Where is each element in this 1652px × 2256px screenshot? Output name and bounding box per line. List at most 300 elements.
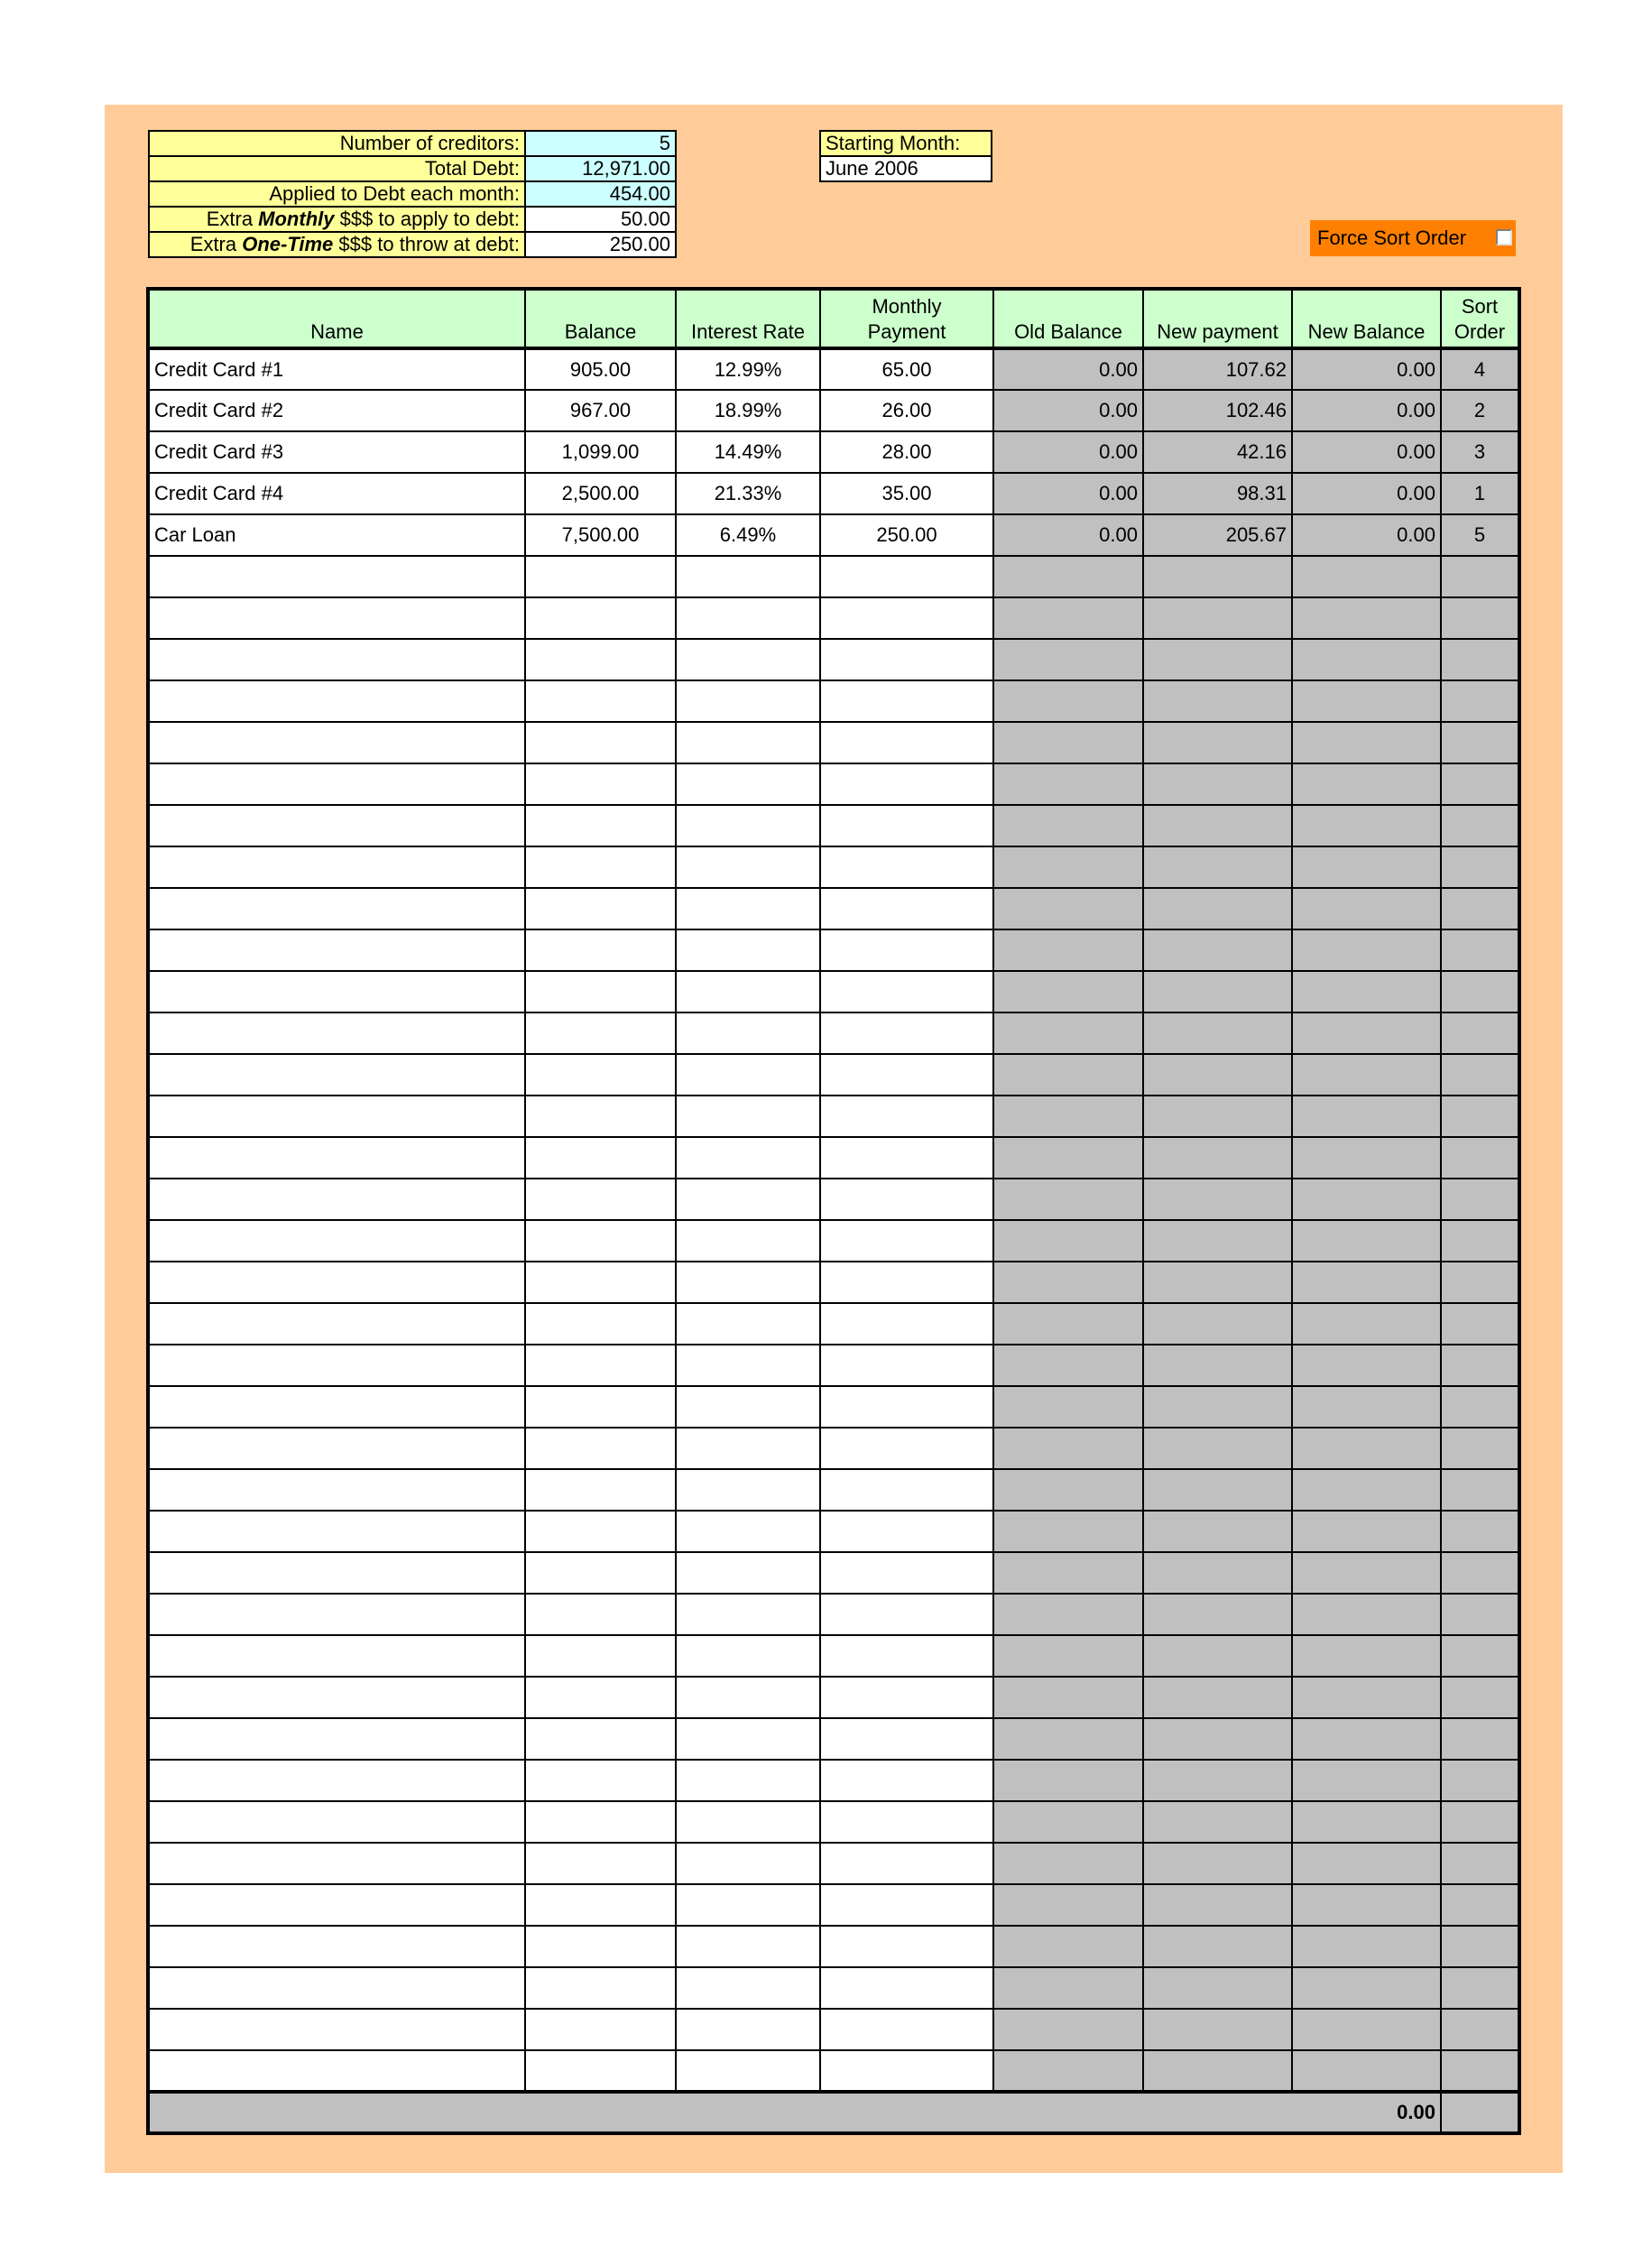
interest-rate-cell[interactable] bbox=[676, 888, 820, 929]
interest-rate-cell[interactable] bbox=[676, 763, 820, 805]
interest-rate-cell[interactable] bbox=[676, 1012, 820, 1054]
name-cell[interactable] bbox=[148, 2050, 525, 2092]
balance-cell[interactable] bbox=[525, 680, 676, 722]
sort-order-cell: 2 bbox=[1441, 390, 1519, 431]
monthly-payment-cell[interactable] bbox=[820, 1137, 993, 1179]
interest-rate-cell[interactable] bbox=[676, 1552, 820, 1594]
name-cell[interactable] bbox=[148, 1511, 525, 1552]
old-balance-cell bbox=[993, 597, 1143, 639]
name-cell[interactable] bbox=[148, 1137, 525, 1179]
balance-cell[interactable] bbox=[525, 929, 676, 971]
balance-cell[interactable] bbox=[525, 1303, 676, 1345]
new-balance-cell bbox=[1292, 1096, 1441, 1137]
creditors-label: Number of creditors: bbox=[149, 131, 525, 156]
table-row bbox=[148, 1635, 1519, 1677]
balance-cell[interactable] bbox=[525, 1594, 676, 1635]
table-row bbox=[148, 1428, 1519, 1469]
sort-order-cell bbox=[1441, 1137, 1519, 1179]
name-cell[interactable] bbox=[148, 1386, 525, 1428]
monthly-payment-cell[interactable] bbox=[820, 1054, 993, 1096]
name-cell[interactable]: Car Loan bbox=[148, 514, 525, 556]
extra-monthly-label bbox=[149, 207, 525, 232]
interest-rate-cell[interactable] bbox=[676, 1469, 820, 1511]
balance-cell[interactable] bbox=[525, 1511, 676, 1552]
balance-cell[interactable]: 967.00 bbox=[525, 390, 676, 431]
old-balance-cell bbox=[993, 1594, 1143, 1635]
new-payment-cell bbox=[1143, 1262, 1292, 1303]
old-balance-cell: 0.00 bbox=[993, 514, 1143, 556]
name-cell[interactable] bbox=[148, 1594, 525, 1635]
table-row bbox=[148, 971, 1519, 1012]
new-payment-cell bbox=[1143, 1718, 1292, 1760]
new-payment-cell bbox=[1143, 1220, 1292, 1262]
extra-onetime-label bbox=[149, 232, 525, 257]
name-cell[interactable] bbox=[148, 1096, 525, 1137]
name-cell[interactable] bbox=[148, 1967, 525, 2009]
sort-order-cell bbox=[1441, 1220, 1519, 1262]
monthly-payment-cell[interactable] bbox=[820, 763, 993, 805]
interest-rate-cell[interactable]: 18.99% bbox=[676, 390, 820, 431]
new-balance-cell: 0.00 bbox=[1292, 390, 1441, 431]
old-balance-cell bbox=[993, 2009, 1143, 2050]
balance-cell[interactable] bbox=[525, 1677, 676, 1718]
new-payment-cell bbox=[1143, 2050, 1292, 2092]
table-row bbox=[148, 1054, 1519, 1096]
balance-cell[interactable] bbox=[525, 1469, 676, 1511]
new-payment-cell bbox=[1143, 680, 1292, 722]
name-cell[interactable] bbox=[148, 846, 525, 888]
balance-cell[interactable] bbox=[525, 722, 676, 763]
interest-rate-cell[interactable] bbox=[676, 1386, 820, 1428]
force-sort-order-control[interactable] bbox=[1310, 220, 1516, 256]
monthly-payment-cell[interactable]: 35.00 bbox=[820, 473, 993, 514]
total-row bbox=[148, 2092, 1519, 2133]
name-cell[interactable] bbox=[148, 1469, 525, 1511]
monthly-payment-cell[interactable] bbox=[820, 1511, 993, 1552]
balance-cell[interactable] bbox=[525, 1718, 676, 1760]
interest-rate-cell[interactable] bbox=[676, 1345, 820, 1386]
name-cell[interactable] bbox=[148, 639, 525, 680]
table-row bbox=[148, 1511, 1519, 1552]
name-cell[interactable] bbox=[148, 1345, 525, 1386]
table-row bbox=[148, 846, 1519, 888]
new-payment-cell bbox=[1143, 1677, 1292, 1718]
interest-rate-cell[interactable] bbox=[676, 1926, 820, 1967]
header-sort-order bbox=[1441, 289, 1519, 348]
balance-cell[interactable] bbox=[525, 1262, 676, 1303]
monthly-payment-cell[interactable] bbox=[820, 597, 993, 639]
interest-rate-cell[interactable] bbox=[676, 1220, 820, 1262]
new-balance-cell bbox=[1292, 1552, 1441, 1594]
monthly-payment-cell[interactable] bbox=[820, 639, 993, 680]
table-row bbox=[148, 1677, 1519, 1718]
new-payment-cell bbox=[1143, 1469, 1292, 1511]
old-balance-cell bbox=[993, 1760, 1143, 1801]
interest-rate-cell[interactable] bbox=[676, 1677, 820, 1718]
name-cell[interactable] bbox=[148, 1677, 525, 1718]
balance-cell[interactable]: 2,500.00 bbox=[525, 473, 676, 514]
name-cell[interactable] bbox=[148, 929, 525, 971]
new-payment-cell bbox=[1143, 1594, 1292, 1635]
header-monthly-payment-line2: Payment bbox=[867, 320, 946, 343]
new-balance-cell bbox=[1292, 1635, 1441, 1677]
table-row bbox=[148, 1926, 1519, 1967]
sort-order-cell: 5 bbox=[1441, 514, 1519, 556]
new-balance-cell bbox=[1292, 1220, 1441, 1262]
sort-order-cell bbox=[1441, 1718, 1519, 1760]
sort-order-cell bbox=[1441, 1096, 1519, 1137]
balance-cell[interactable] bbox=[525, 1220, 676, 1262]
sort-order-cell bbox=[1441, 1054, 1519, 1096]
interest-rate-cell[interactable] bbox=[676, 1635, 820, 1677]
extra-monthly-value[interactable]: 50.00 bbox=[525, 207, 676, 232]
name-cell[interactable] bbox=[148, 1926, 525, 1967]
table-row bbox=[148, 2009, 1519, 2050]
interest-rate-cell[interactable] bbox=[676, 929, 820, 971]
name-cell[interactable] bbox=[148, 971, 525, 1012]
new-balance-cell bbox=[1292, 1262, 1441, 1303]
monthly-payment-cell[interactable] bbox=[820, 1303, 993, 1345]
interest-rate-cell[interactable]: 12.99% bbox=[676, 348, 820, 390]
balance-cell[interactable]: 905.00 bbox=[525, 348, 676, 390]
header-new-payment: New payment bbox=[1143, 289, 1292, 348]
header-sort-order-line1: Sort bbox=[1461, 295, 1499, 318]
sort-order-cell bbox=[1441, 888, 1519, 929]
table-row bbox=[148, 888, 1519, 929]
name-cell[interactable] bbox=[148, 1552, 525, 1594]
name-cell[interactable]: Credit Card #3 bbox=[148, 431, 525, 473]
table-row bbox=[148, 431, 1519, 473]
total-sort-cell bbox=[1441, 2092, 1519, 2133]
name-cell[interactable]: Credit Card #1 bbox=[148, 348, 525, 390]
sort-order-cell bbox=[1441, 1428, 1519, 1469]
name-cell[interactable] bbox=[148, 680, 525, 722]
sort-order-cell bbox=[1441, 1345, 1519, 1386]
interest-rate-cell[interactable] bbox=[676, 1137, 820, 1179]
monthly-payment-cell[interactable] bbox=[820, 1345, 993, 1386]
sort-order-cell: 1 bbox=[1441, 473, 1519, 514]
new-payment-cell bbox=[1143, 888, 1292, 929]
interest-rate-cell[interactable] bbox=[676, 1262, 820, 1303]
monthly-payment-cell[interactable] bbox=[820, 1220, 993, 1262]
interest-rate-cell[interactable] bbox=[676, 1054, 820, 1096]
balance-cell[interactable] bbox=[525, 597, 676, 639]
table-row bbox=[148, 1137, 1519, 1179]
balance-cell[interactable] bbox=[525, 1179, 676, 1220]
balance-cell[interactable] bbox=[525, 639, 676, 680]
monthly-payment-cell[interactable]: 28.00 bbox=[820, 431, 993, 473]
monthly-payment-cell[interactable] bbox=[820, 1884, 993, 1926]
new-balance-cell bbox=[1292, 1967, 1441, 2009]
monthly-payment-cell[interactable]: 26.00 bbox=[820, 390, 993, 431]
new-balance-cell bbox=[1292, 680, 1441, 722]
sort-order-cell bbox=[1441, 1884, 1519, 1926]
interest-rate-cell[interactable] bbox=[676, 1096, 820, 1137]
name-cell[interactable] bbox=[148, 888, 525, 929]
balance-cell[interactable] bbox=[525, 2050, 676, 2092]
balance-cell[interactable] bbox=[525, 1012, 676, 1054]
balance-cell[interactable] bbox=[525, 1884, 676, 1926]
monthly-payment-cell[interactable] bbox=[820, 888, 993, 929]
new-payment-cell bbox=[1143, 1054, 1292, 1096]
sort-order-cell bbox=[1441, 1552, 1519, 1594]
new-balance-cell bbox=[1292, 1054, 1441, 1096]
sort-order-cell bbox=[1441, 1760, 1519, 1801]
name-cell[interactable] bbox=[148, 2009, 525, 2050]
interest-rate-cell[interactable] bbox=[676, 1801, 820, 1843]
new-balance-cell bbox=[1292, 2050, 1441, 2092]
new-payment-cell bbox=[1143, 805, 1292, 846]
monthly-payment-cell[interactable] bbox=[820, 929, 993, 971]
new-payment-cell bbox=[1143, 1345, 1292, 1386]
name-cell[interactable] bbox=[148, 1801, 525, 1843]
name-cell[interactable] bbox=[148, 722, 525, 763]
worksheet bbox=[105, 105, 1563, 2173]
name-cell[interactable]: Credit Card #2 bbox=[148, 390, 525, 431]
name-cell[interactable]: Credit Card #4 bbox=[148, 473, 525, 514]
name-cell[interactable] bbox=[148, 763, 525, 805]
interest-rate-cell[interactable] bbox=[676, 1428, 820, 1469]
monthly-payment-cell[interactable] bbox=[820, 1469, 993, 1511]
table-row bbox=[148, 556, 1519, 597]
monthly-payment-cell[interactable]: 250.00 bbox=[820, 514, 993, 556]
header-sort-order-line2: Order bbox=[1454, 320, 1506, 343]
new-payment-cell bbox=[1143, 1760, 1292, 1801]
monthly-payment-cell[interactable] bbox=[820, 2009, 993, 2050]
name-cell[interactable] bbox=[148, 597, 525, 639]
interest-rate-cell[interactable] bbox=[676, 1594, 820, 1635]
monthly-payment-cell[interactable] bbox=[820, 722, 993, 763]
name-cell[interactable] bbox=[148, 1884, 525, 1926]
table-row bbox=[148, 597, 1519, 639]
interest-rate-cell[interactable] bbox=[676, 2009, 820, 2050]
new-payment-cell bbox=[1143, 971, 1292, 1012]
applied-label: Applied to Debt each month: bbox=[149, 181, 525, 207]
name-cell[interactable] bbox=[148, 556, 525, 597]
monthly-payment-cell[interactable] bbox=[820, 1760, 993, 1801]
table-row bbox=[148, 1303, 1519, 1345]
balance-cell[interactable] bbox=[525, 1552, 676, 1594]
interest-rate-cell[interactable]: 14.49% bbox=[676, 431, 820, 473]
new-balance-cell bbox=[1292, 556, 1441, 597]
balance-cell[interactable] bbox=[525, 1386, 676, 1428]
monthly-payment-cell[interactable]: 65.00 bbox=[820, 348, 993, 390]
old-balance-cell bbox=[993, 1967, 1143, 2009]
monthly-payment-cell[interactable] bbox=[820, 1801, 993, 1843]
new-payment-cell bbox=[1143, 929, 1292, 971]
balance-cell[interactable] bbox=[525, 1635, 676, 1677]
table-row bbox=[148, 1718, 1519, 1760]
applied-value[interactable]: 454.00 bbox=[525, 181, 676, 207]
sort-order-cell bbox=[1441, 971, 1519, 1012]
extra-onetime-value[interactable]: 250.00 bbox=[525, 232, 676, 257]
monthly-payment-cell[interactable] bbox=[820, 1594, 993, 1635]
monthly-payment-cell[interactable] bbox=[820, 1428, 993, 1469]
interest-rate-cell[interactable] bbox=[676, 1967, 820, 2009]
balance-cell[interactable] bbox=[525, 1967, 676, 2009]
monthly-payment-cell[interactable] bbox=[820, 1843, 993, 1884]
interest-rate-cell[interactable] bbox=[676, 597, 820, 639]
interest-rate-cell[interactable]: 6.49% bbox=[676, 514, 820, 556]
new-payment-cell bbox=[1143, 1801, 1292, 1843]
sort-order-cell bbox=[1441, 1262, 1519, 1303]
interest-rate-cell[interactable] bbox=[676, 722, 820, 763]
name-cell[interactable] bbox=[148, 1718, 525, 1760]
extra-monthly-post: $$$ to apply to debt: bbox=[334, 208, 520, 230]
name-cell[interactable] bbox=[148, 1054, 525, 1096]
sort-order-cell bbox=[1441, 1635, 1519, 1677]
new-balance-cell bbox=[1292, 846, 1441, 888]
balance-cell[interactable] bbox=[525, 1096, 676, 1137]
interest-rate-cell[interactable] bbox=[676, 1179, 820, 1220]
total-debt-value[interactable]: 12,971.00 bbox=[525, 156, 676, 181]
interest-rate-cell[interactable] bbox=[676, 846, 820, 888]
interest-rate-cell[interactable] bbox=[676, 971, 820, 1012]
interest-rate-cell[interactable] bbox=[676, 1303, 820, 1345]
monthly-payment-cell[interactable] bbox=[820, 1926, 993, 1967]
balance-cell[interactable]: 7,500.00 bbox=[525, 514, 676, 556]
old-balance-cell bbox=[993, 639, 1143, 680]
name-cell[interactable] bbox=[148, 805, 525, 846]
name-cell[interactable] bbox=[148, 1635, 525, 1677]
balance-cell[interactable] bbox=[525, 763, 676, 805]
balance-cell[interactable]: 1,099.00 bbox=[525, 431, 676, 473]
old-balance-cell bbox=[993, 763, 1143, 805]
monthly-payment-cell[interactable] bbox=[820, 1386, 993, 1428]
creditors-value[interactable]: 5 bbox=[525, 131, 676, 156]
name-cell[interactable] bbox=[148, 1262, 525, 1303]
table-row bbox=[148, 473, 1519, 514]
table-row bbox=[148, 1760, 1519, 1801]
name-cell[interactable] bbox=[148, 1303, 525, 1345]
monthly-payment-cell[interactable] bbox=[820, 1635, 993, 1677]
balance-cell[interactable] bbox=[525, 1760, 676, 1801]
interest-rate-cell[interactable] bbox=[676, 680, 820, 722]
new-balance-cell bbox=[1292, 888, 1441, 929]
table-row bbox=[148, 929, 1519, 971]
interest-rate-cell[interactable] bbox=[676, 805, 820, 846]
name-cell[interactable] bbox=[148, 1428, 525, 1469]
header-name: Name bbox=[148, 289, 525, 348]
monthly-payment-cell[interactable] bbox=[820, 680, 993, 722]
sort-order-cell bbox=[1441, 1926, 1519, 1967]
new-balance-cell: 0.00 bbox=[1292, 473, 1441, 514]
balance-cell[interactable] bbox=[525, 1801, 676, 1843]
name-cell[interactable] bbox=[148, 1843, 525, 1884]
interest-rate-cell[interactable] bbox=[676, 1760, 820, 1801]
interest-rate-cell[interactable] bbox=[676, 1843, 820, 1884]
monthly-payment-cell[interactable] bbox=[820, 1012, 993, 1054]
monthly-payment-cell[interactable] bbox=[820, 846, 993, 888]
table-row bbox=[148, 1220, 1519, 1262]
interest-rate-cell[interactable] bbox=[676, 1511, 820, 1552]
sort-order-cell bbox=[1441, 763, 1519, 805]
monthly-payment-cell[interactable] bbox=[820, 2050, 993, 2092]
monthly-payment-cell[interactable] bbox=[820, 1552, 993, 1594]
monthly-payment-cell[interactable] bbox=[820, 1677, 993, 1718]
balance-cell[interactable] bbox=[525, 805, 676, 846]
new-balance-cell bbox=[1292, 1843, 1441, 1884]
new-payment-cell: 42.16 bbox=[1143, 431, 1292, 473]
monthly-payment-cell[interactable] bbox=[820, 1967, 993, 2009]
monthly-payment-cell[interactable] bbox=[820, 971, 993, 1012]
balance-cell[interactable] bbox=[525, 971, 676, 1012]
sort-order-cell: 4 bbox=[1441, 348, 1519, 390]
monthly-payment-cell[interactable] bbox=[820, 1179, 993, 1220]
sort-order-cell bbox=[1441, 1511, 1519, 1552]
balance-cell[interactable] bbox=[525, 2009, 676, 2050]
balance-cell[interactable] bbox=[525, 1843, 676, 1884]
new-balance-cell bbox=[1292, 1677, 1441, 1718]
balance-cell[interactable] bbox=[525, 1345, 676, 1386]
sort-order-cell bbox=[1441, 846, 1519, 888]
old-balance-cell bbox=[993, 1386, 1143, 1428]
new-balance-cell bbox=[1292, 1511, 1441, 1552]
monthly-payment-cell[interactable] bbox=[820, 1718, 993, 1760]
new-payment-cell bbox=[1143, 2009, 1292, 2050]
old-balance-cell bbox=[993, 1137, 1143, 1179]
name-cell[interactable] bbox=[148, 1760, 525, 1801]
balance-cell[interactable] bbox=[525, 846, 676, 888]
interest-rate-cell[interactable]: 21.33% bbox=[676, 473, 820, 514]
new-payment-cell bbox=[1143, 1096, 1292, 1137]
balance-cell[interactable] bbox=[525, 1428, 676, 1469]
name-cell[interactable] bbox=[148, 1179, 525, 1220]
sort-order-cell bbox=[1441, 1967, 1519, 2009]
interest-rate-cell[interactable] bbox=[676, 1718, 820, 1760]
name-cell[interactable] bbox=[148, 1220, 525, 1262]
header-balance: Balance bbox=[525, 289, 676, 348]
force-sort-order-checkbox[interactable] bbox=[1496, 229, 1512, 245]
monthly-payment-cell[interactable] bbox=[820, 1096, 993, 1137]
balance-cell[interactable] bbox=[525, 888, 676, 929]
header-interest-rate: Interest Rate bbox=[676, 289, 820, 348]
monthly-payment-cell[interactable] bbox=[820, 1262, 993, 1303]
balance-cell[interactable] bbox=[525, 556, 676, 597]
monthly-payment-cell[interactable] bbox=[820, 556, 993, 597]
new-balance-cell bbox=[1292, 805, 1441, 846]
table-row bbox=[148, 722, 1519, 763]
header-old-balance: Old Balance bbox=[993, 289, 1143, 348]
debt-table bbox=[146, 287, 1521, 2135]
balance-cell[interactable] bbox=[525, 1926, 676, 1967]
interest-rate-cell[interactable] bbox=[676, 2050, 820, 2092]
interest-rate-cell[interactable] bbox=[676, 556, 820, 597]
new-payment-cell bbox=[1143, 639, 1292, 680]
sort-order-cell bbox=[1441, 639, 1519, 680]
new-payment-cell: 205.67 bbox=[1143, 514, 1292, 556]
sort-order-cell bbox=[1441, 1386, 1519, 1428]
sort-order-cell bbox=[1441, 1594, 1519, 1635]
new-payment-cell bbox=[1143, 1428, 1292, 1469]
new-balance-cell bbox=[1292, 1760, 1441, 1801]
new-payment-cell bbox=[1143, 1386, 1292, 1428]
new-balance-cell bbox=[1292, 1469, 1441, 1511]
table-row bbox=[148, 1386, 1519, 1428]
old-balance-cell bbox=[993, 722, 1143, 763]
monthly-payment-cell[interactable] bbox=[820, 805, 993, 846]
interest-rate-cell[interactable] bbox=[676, 1884, 820, 1926]
starting-month-value[interactable]: June 2006 bbox=[820, 156, 992, 181]
new-balance-cell bbox=[1292, 1926, 1441, 1967]
balance-cell[interactable] bbox=[525, 1054, 676, 1096]
balance-cell[interactable] bbox=[525, 1137, 676, 1179]
old-balance-cell: 0.00 bbox=[993, 390, 1143, 431]
name-cell[interactable] bbox=[148, 1012, 525, 1054]
old-balance-cell bbox=[993, 680, 1143, 722]
interest-rate-cell[interactable] bbox=[676, 639, 820, 680]
table-row bbox=[148, 1967, 1519, 2009]
